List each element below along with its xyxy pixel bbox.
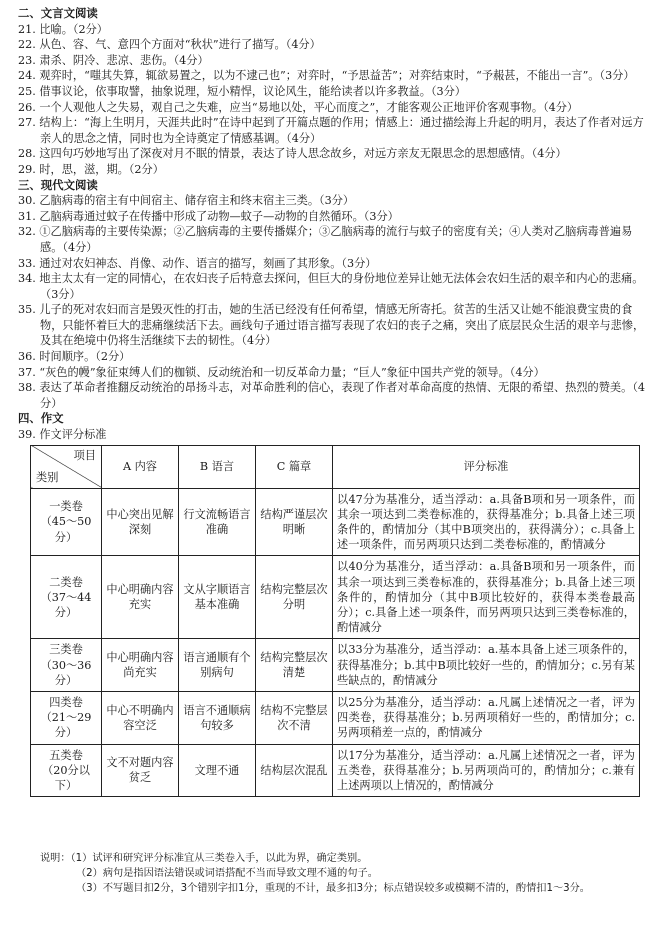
classical-answers <box>18 22 654 178</box>
content-cell: 中心明确内容充实 <box>102 556 179 639</box>
category-range: （20分以下） <box>42 763 90 793</box>
answer-31: 31. 乙脑病毒通过蚊子在传播中形成了动物—蚊子—动物的自然循环。（3分） <box>18 209 399 223</box>
header-language: B 语言 <box>179 445 256 488</box>
category-name: 四类卷 <box>49 696 83 710</box>
category-range: （37～44分） <box>40 590 92 620</box>
criteria-cell: 以40分为基准分，适当浮动：a.具备B项和另一项条件，而其余一项达到三类卷标准的，获得基准分；b.具备上述三项条件的，酌情加分（其中B项比较好的，获得本类卷最高分）；c.具备上述一项条件，而另两项只达到三类卷标准的，酌情减分 <box>333 556 640 639</box>
category-name: 二类卷 <box>49 575 83 589</box>
answer-38: 38. 表达了革命者推翻反动统治的昂扬斗志，对革命胜利的信心，表现了作者对革命高度的热情、无限的希望、热烈的赞美。（4分） <box>18 381 645 410</box>
note-line <box>40 851 655 866</box>
category-cell <box>31 692 102 745</box>
structure-cell: 结构完整层次分明 <box>256 556 333 639</box>
category-cell <box>31 488 102 556</box>
criteria-cell: 以17分为基准分，适当浮动：a.凡属上述情况之一者，评为五类卷，获得基准分；b.另两项尚可的，酌情加分；c.兼有上述两项以上情况的，酌情减分 <box>333 744 640 797</box>
language-cell: 语言不通顺病句较多 <box>179 692 256 745</box>
answer-37: 37. “灰色的幔”象征束缚人们的枷锁、反动统治和一切反革命力量；“巨人”象征中国共产党的领导。（4分） <box>18 365 545 379</box>
content-cell: 中心明确内容尚充实 <box>102 639 179 692</box>
header-criteria: 评分标准 <box>333 445 640 488</box>
note-1: （1）试评和研究评分标准宜从三类卷入手，以此为界，确定类别。 <box>70 853 368 864</box>
answer-34: 34. 地主太太有一定的同情心，在农妇丧子后特意去探问，但巨大的身份地位差异让她无法体会农妇生活的艰辛和内心的悲痛。（3分） <box>18 272 644 301</box>
section-heading-writing: 四、作文 <box>18 411 64 426</box>
section-heading-modern: 三、现代文阅读 <box>18 177 98 192</box>
table-row <box>31 692 640 745</box>
answer-28: 28. 这四句巧妙地写出了深夜对月不眠的情景，表达了诗人思念故乡，对远方亲友无限思念的思想感情。（4分） <box>18 147 567 161</box>
answer-content <box>18 6 654 797</box>
answer-32: 32. ①乙脑病毒的主要传染源；②乙脑病毒的主要传播媒介；③乙脑病毒的流行与蚊子的密度有关；④人类对乙脑病毒普遍易感。（4分） <box>18 225 633 254</box>
table-corner-cell <box>31 445 102 488</box>
criteria-cell: 以25分为基准分，适当浮动：a.凡属上述情况之一者，评为四类卷，获得基准分；b.另两项稍好一些的，酌情加分；c.另两项稍差一点的，酌情减分 <box>333 692 640 745</box>
grading-notes <box>40 851 655 897</box>
content-cell: 文不对题内容贫乏 <box>102 744 179 797</box>
content-cell: 中心突出见解深刻 <box>102 488 179 556</box>
category-name: 五类卷 <box>49 748 83 762</box>
answer-30: 30. 乙脑病毒的宿主有中间宿主、储存宿主和终末宿主三类。（3分） <box>18 194 355 208</box>
category-cell <box>31 744 102 797</box>
answer-22: 22. 从色、容、气、意四个方面对“秋状”进行了描写。（4分） <box>18 38 321 52</box>
answer-35: 35. 儿子的死对农妇而言是毁灭性的打击，她的生活已经没有任何希望，情感无所寄托。贫苦的生活又让她不能浪费宝贵的食物，只能怀着巨大的悲痛继续活下去。画线句子通过语言描写表现了农妇的丧子之痛，突出了底层民众生活的艰辛与悲惨，及其在绝境中仍将生活继续下去的韧性。（4分） <box>18 303 645 348</box>
category-name: 一类卷 <box>49 500 83 514</box>
answer-36: 36. 时间顺序。（2分） <box>18 350 131 364</box>
answer-27: 27. 结构上：“海上生明月，天涯共此时”在诗中起到了开篇点题的作用；情感上：通过描绘海上升起的明月，表达了作者对远方亲人的思念之情，同时也为全诗奠定了情感基调。（4分） <box>18 116 644 145</box>
table-row <box>31 488 640 556</box>
answer-29: 29. 时，思，滋，期。（2分） <box>18 162 164 176</box>
answer-24: 24. 观弈时，“嗤其失算，辄欲易置之，以为不逮己也”；对弈时，“予思益苦”；对弈结束时，“予赧甚，不能出一言”。（3分） <box>18 69 635 83</box>
table-row <box>31 556 640 639</box>
answer-26: 26. 一个人观他人之失易，观自己之失难，应当“易地以处，平心而度之”，才能客观公正地评价客观事物。（4分） <box>18 100 579 114</box>
answer-39: 39. 作文评分标准 <box>18 428 107 442</box>
category-range: （45～50分） <box>40 515 92 544</box>
structure-cell: 结构严谨层次明晰 <box>256 488 333 556</box>
category-name: 三类卷 <box>49 643 83 657</box>
note-3: （3）不写题目扣2分，3个错别字扣1分，重现的不计，最多扣3分；标点错误较多或模糊不清的，酌情扣1～3分。 <box>76 883 590 895</box>
answer-33: 33. 通过对农妇神态、肖像、动作、语言的描写，刻画了其形象。（3分） <box>18 256 377 270</box>
structure-cell: 结构完整层次清楚 <box>256 639 333 692</box>
content-cell: 中心不明确内容空泛 <box>102 692 179 745</box>
category-range: （21～29分） <box>40 711 92 740</box>
criteria-cell: 以33分为基准分，适当浮动：a.基本具备上述三项条件的，获得基准分；b.其中B项比较好一些的，酌情加分；c.另有某些缺点的，酌情减分 <box>333 639 640 692</box>
structure-cell: 结构不完整层次不清 <box>256 692 333 745</box>
table-row <box>31 744 640 797</box>
category-cell <box>31 639 102 692</box>
answer-21: 21. 比喻。（2分） <box>18 22 108 36</box>
answer-25: 25. 借事议论，依事取譬，抽象说理，短小精悍，议论风生，能给读者以许多教益。（3分） <box>18 84 466 98</box>
answer-23: 23. 肃杀、阴冷、悲凉、悲伤。（4分） <box>18 53 209 67</box>
language-cell: 文理不通 <box>179 744 256 797</box>
table-row <box>31 639 640 692</box>
header-content: A 内容 <box>102 445 179 488</box>
language-cell: 行文流畅语言准确 <box>179 488 256 556</box>
grading-table-header <box>31 445 640 488</box>
corner-label-item: 项目 <box>73 448 96 462</box>
structure-cell: 结构层次混乱 <box>256 744 333 797</box>
header-structure: C 篇章 <box>256 445 333 488</box>
criteria-cell: 以47分为基准分，适当浮动：a.具备B项和另一项条件，而其余一项达到二类卷标准的，获得基准分；b.具备上述三项条件的，酌情加分（其中B项突出的，获得满分）；c.具备上述一项条件，而另两项只达到二类卷标准的，酌情减分 <box>333 488 640 556</box>
notes-label: 说明： <box>40 853 71 864</box>
corner-label-category: 类别 <box>36 471 59 485</box>
category-cell <box>31 556 102 639</box>
language-cell: 文从字顺语言基本准确 <box>179 556 256 639</box>
language-cell: 语言通顺有个别病句 <box>179 639 256 692</box>
section-heading-classical: 二、文言文阅读 <box>18 6 98 20</box>
modern-answers <box>18 193 654 411</box>
essay-grading-table <box>30 445 640 798</box>
category-range: （30～36分） <box>40 658 92 687</box>
note-2: （2）病句是指因语法错误或词语搭配不当而导致文理不通的句子。 <box>76 868 378 880</box>
